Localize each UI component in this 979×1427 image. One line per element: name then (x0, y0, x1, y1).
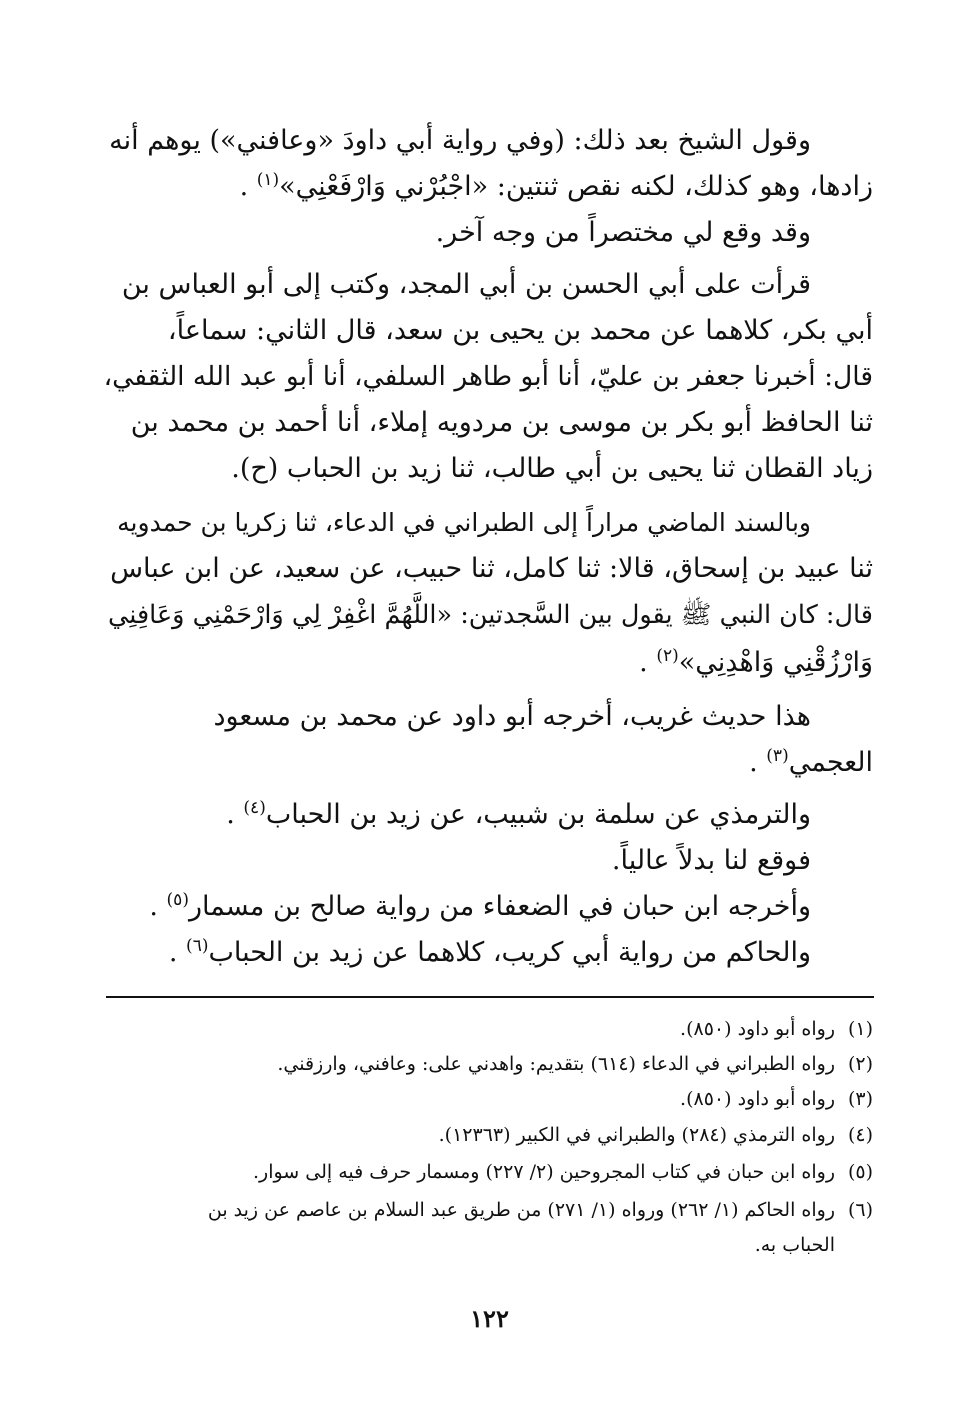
footnote-ref: (٣) (766, 746, 789, 766)
footnote-ref: (١) (256, 170, 280, 190)
body-line: زياد القطان ثنا يحيى بن أبي طالب، ثنا زيد بن الحباب (ح). (231, 453, 873, 484)
body-line: هذا حديث غريب، أخرجه أبو داود عن محمد بن مسعود (213, 701, 811, 732)
body-line: زادها، وهو كذلك، لكنه نقص ثنتين: «اجْبُرْني وَارْفَعْنِي»$^{(١)}$ . (239, 170, 873, 202)
body-line: والحاكم من رواية أبي كريب، كلاهما عن زيد بن الحباب$^{(٦)}$ . (168, 936, 811, 968)
body-line: قال: أخبرنا جعفر بن عليّ، أنا أبو طاهر السلفي، أنا أبو عبد الله الثقفي، (103, 361, 873, 392)
footnote: (٣)رواه أبو داود (٨٥٠). (680, 1088, 873, 1110)
body-line: وبالسند الماضي مراراً إلى الطبراني في الدعاء، ثنا زكريا بن حمدويه (117, 508, 811, 537)
footnote: (٢)رواه الطبراني في الدعاء (٦١٤) بتقديم: واهدني على: وعافني، وارزقني. (277, 1053, 873, 1075)
footnote-divider (106, 996, 874, 998)
body-line: قال: كان النبي ﷺ يقول بين السَّجدتين: «اللَّهُمَّ اغْفِرْ لِي وَارْحَمْنِي وَعَافِنِي (108, 600, 873, 630)
body-line: قرأت على أبي الحسن بن أبي المجد، وكتب إلى أبو العباس بن (121, 269, 811, 300)
footnote: (٦)رواه الحاكم (١/ ٢٦٢) ورواه (١/ ٢٧١) من طريق عبد السلام بن عاصم عن زيد بن (207, 1199, 873, 1221)
body-line: أبي بكر، كلاهما عن محمد بن يحيى بن سعد، قال الثاني: سماعاً، (167, 315, 873, 346)
footnote: (١)رواه أبو داود (٨٥٠). (680, 1018, 873, 1040)
body-line: العجمي$^{(٣)}$ . (749, 746, 873, 778)
body-line: وقد وقع لي مختصراً من وجه آخر. (435, 217, 811, 248)
footnote-ref: (٥) (166, 890, 189, 910)
body-line: ثنا عبيد بن إسحاق، قالا: ثنا كامل، ثنا حبيب، عن سعيد، عن ابن عباس (110, 553, 873, 584)
body-line: ثنا الحافظ أبو بكر بن موسى بن مردويه إملاء، أنا أحمد بن محمد بن (130, 407, 873, 438)
footnote-continuation: الحباب به. (754, 1234, 835, 1256)
body-line: فوقع لنا بدلاً عالياً. (611, 845, 811, 876)
body-line: وأخرجه ابن حبان في الضعفاء من رواية صالح بن مسمار$^{(٥)}$ . (149, 890, 811, 922)
footnote-ref: (٤) (243, 798, 266, 818)
footnote-ref: (٦) (186, 936, 209, 956)
footnote: (٤)رواه الترمذي (٢٨٤) والطبراني في الكبير (١٢٣٦٣). (438, 1124, 873, 1146)
body-line: وقول الشيخ بعد ذلك: (وفي رواية أبي داودَ «وعافني») يوهم أنه (109, 125, 811, 156)
footnote: (٥)رواه ابن حبان في كتاب المجروحين (٢/ ٢٢٧) ومسمار حرف فيه إلى سوار. (253, 1161, 873, 1183)
body-line: وَارْزُقْنِي وَاهْدِنِي»$^{(٢)}$ . (639, 646, 873, 678)
body-line: والترمذي عن سلمة بن شبيب، عن زيد بن الحباب$^{(٤)}$ . (226, 798, 811, 830)
footnote-ref: (٢) (656, 646, 679, 666)
page-number: ١٢٢ (470, 1304, 509, 1333)
